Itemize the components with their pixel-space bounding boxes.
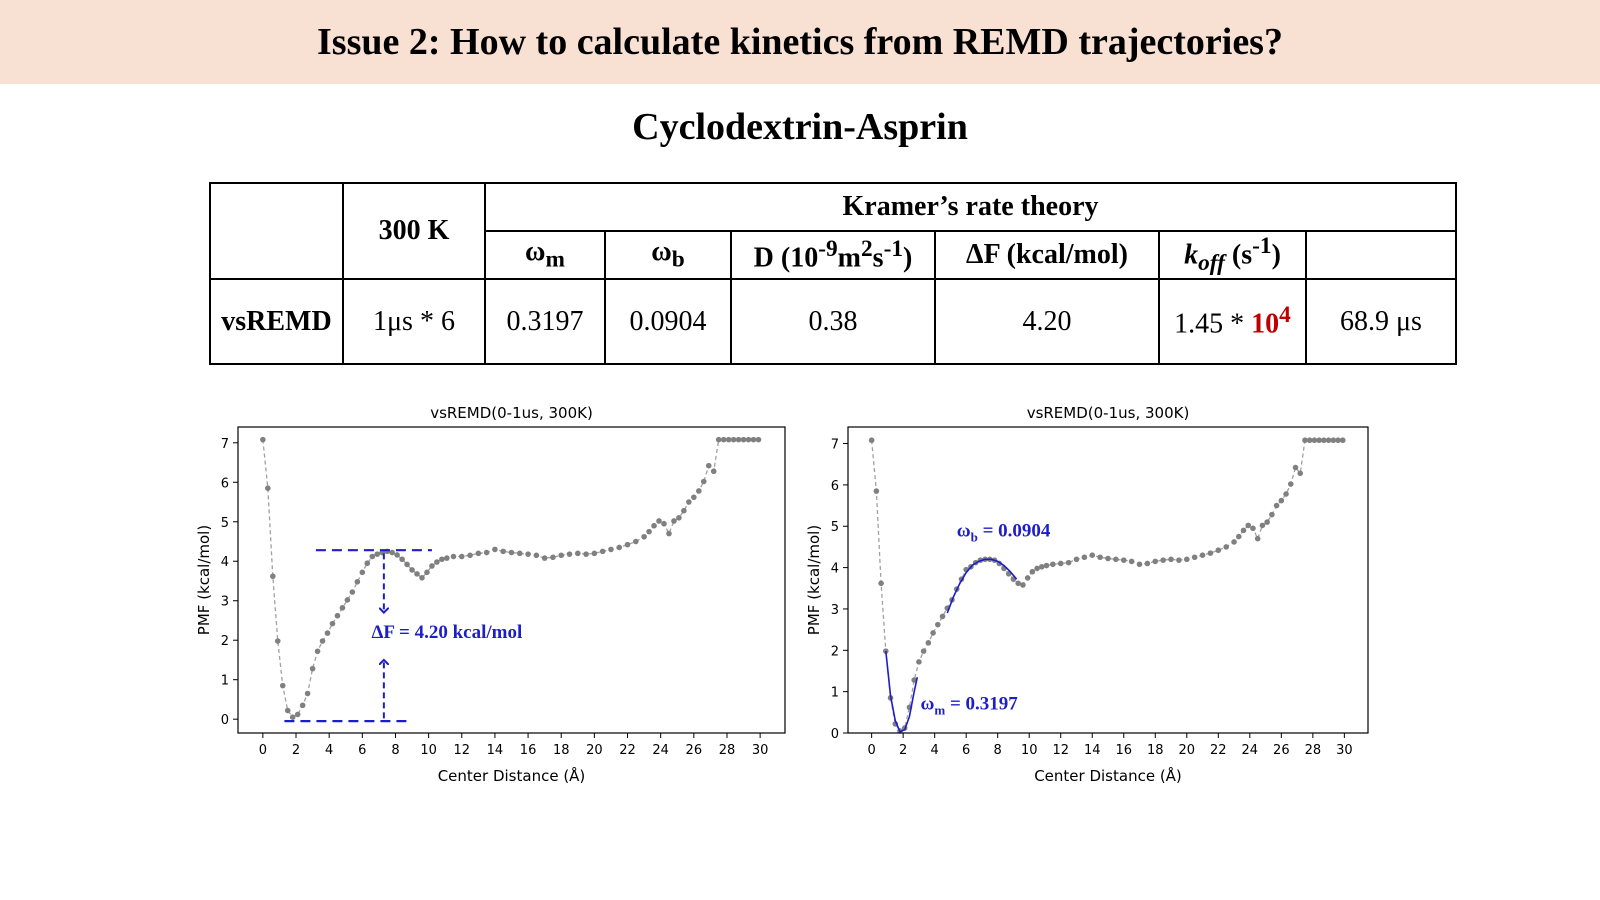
pmf-data-point <box>476 551 482 557</box>
pmf-data-point <box>1160 557 1166 563</box>
y-tick-label: 0 <box>220 713 229 729</box>
pmf-data-point <box>1274 503 1280 509</box>
table-row <box>210 279 1456 364</box>
barrier-fit-curve <box>947 559 1016 613</box>
pmf-data-point <box>921 648 927 654</box>
pmf-data-point <box>558 553 564 559</box>
pmf-data-point <box>746 437 752 443</box>
y-tick-label: 5 <box>830 520 839 536</box>
pmf-data-point <box>409 567 415 573</box>
pmf-data-point <box>310 666 316 672</box>
pmf-data-point <box>1176 557 1182 563</box>
pmf-data-point <box>424 570 430 576</box>
x-axis-label: Center Distance (Å) <box>437 767 586 785</box>
pmf-data-point <box>641 534 647 540</box>
omega-m-cell: 0.3197 <box>485 279 605 364</box>
pmf-data-point <box>525 551 531 557</box>
pmf-data-point <box>616 545 622 551</box>
x-axis-label: Center Distance (Å) <box>1034 767 1182 785</box>
y-tick-label: 0 <box>830 727 839 742</box>
x-tick-label: 24 <box>1241 743 1259 758</box>
pmf-data-point <box>583 551 589 557</box>
y-tick-label: 5 <box>220 515 229 531</box>
empty-corner-cell <box>210 183 343 279</box>
pmf-data-point <box>260 437 266 443</box>
pmf-data-point <box>1279 498 1285 504</box>
pmf-data-point <box>1340 437 1346 443</box>
pmf-data-point <box>364 560 370 566</box>
pmf-data-point <box>290 714 296 720</box>
pmf-data-point <box>369 554 375 560</box>
pmf-data-point <box>633 539 639 545</box>
kramer-header-cell: Kramer’s rate theory <box>485 183 1456 231</box>
pmf-data-point <box>721 437 727 443</box>
pmf-data-point <box>608 547 614 553</box>
pmf-data-point <box>1200 552 1206 558</box>
pmf-data-point <box>736 437 742 443</box>
pmf-data-point <box>1288 481 1294 487</box>
pmf-data-point <box>1129 559 1135 565</box>
pmf-data-point <box>374 551 380 557</box>
y-axis-label: PMF (kcal/mol) <box>805 524 823 636</box>
omega-b-header: $\omega_b$ <box>605 231 731 280</box>
pmf-data-point <box>741 437 747 443</box>
pmf-data-point <box>600 549 606 555</box>
pmf-data-point <box>419 575 425 581</box>
empty-header-cell <box>1306 231 1456 280</box>
diffusion-header: D $(10^{-9}m^2s^{-1})$ <box>731 231 935 280</box>
pmf-data-point <box>1264 519 1270 525</box>
pmf-data-point <box>676 515 682 521</box>
pmf-data-point <box>1168 557 1174 563</box>
pmf-data-point <box>280 683 286 689</box>
x-tick-label: 26 <box>1273 743 1290 758</box>
x-tick-label: 10 <box>420 743 437 758</box>
y-tick-label: 4 <box>220 555 229 571</box>
x-tick-label: 28 <box>718 743 736 758</box>
pmf-chart-omega <box>805 400 1405 800</box>
pmf-data-point <box>661 521 667 527</box>
pmf-data-point <box>1236 534 1242 540</box>
x-tick-label: 16 <box>1115 743 1133 758</box>
plot-frame <box>238 427 785 733</box>
x-tick-label: 10 <box>1020 743 1038 758</box>
pmf-data-point <box>935 622 941 628</box>
pmf-data-point <box>1216 547 1222 553</box>
pmf-data-point <box>1245 523 1251 529</box>
slide-subtitle: Cyclodextrin-Asprin <box>632 106 968 148</box>
x-tick-label: 22 <box>619 743 636 758</box>
pmf-data-point <box>429 563 435 569</box>
pmf-data-point <box>1058 561 1064 567</box>
x-tick-label: 28 <box>1304 743 1322 758</box>
pmf-data-point <box>270 573 276 579</box>
pmf-data-point <box>467 553 473 559</box>
pmf-data-point <box>1039 564 1045 570</box>
pmf-data-point <box>305 691 311 697</box>
pmf-data-point <box>1074 557 1080 563</box>
koff-header: $k_{off}$ $(s^{-1})$ <box>1159 231 1306 280</box>
pmf-data-point <box>681 508 687 514</box>
pmf-data-point <box>1105 556 1111 562</box>
pmf-data-point <box>414 571 420 577</box>
pmf-data-point <box>651 523 657 529</box>
pmf-data-point <box>1020 582 1026 588</box>
pmf-chart-deltaF <box>195 400 795 800</box>
pmf-data-point <box>275 638 281 644</box>
pmf-data-point <box>711 468 717 474</box>
x-tick-label: 8 <box>993 743 1002 758</box>
pmf-data-point <box>1260 523 1266 529</box>
pmf-data-point <box>874 488 880 494</box>
free-energy-cell: 4.20 <box>935 279 1159 364</box>
y-tick-label: 2 <box>830 644 839 660</box>
pmf-data-point <box>335 613 341 619</box>
pmf-data-point <box>517 551 523 557</box>
pmf-data-point <box>1231 539 1237 545</box>
diffusion-cell: 0.38 <box>731 279 935 364</box>
sim-time-cell: 1μs * 6 <box>343 279 485 364</box>
pmf-data-point <box>320 638 326 644</box>
omega-m-annotation: $\omega_m = 0.3197$ <box>920 693 1018 718</box>
slide-title: Issue 2: How to calculate kinetics from REMD trajectories? <box>317 21 1283 63</box>
koff-cell: $1.45 * 10^4$ <box>1159 279 1306 364</box>
x-tick-label: 22 <box>1210 743 1227 758</box>
pmf-series-line <box>872 440 1343 731</box>
pmf-data-point <box>389 550 395 556</box>
pmf-data-point <box>869 437 875 443</box>
pmf-data-point <box>434 559 440 565</box>
x-tick-label: 20 <box>586 743 603 758</box>
pmf-data-point <box>726 437 732 443</box>
pmf-data-point <box>1145 561 1151 567</box>
x-tick-label: 4 <box>325 743 334 758</box>
pmf-data-point <box>399 556 405 562</box>
pmf-data-point <box>691 494 697 500</box>
pmf-data-point <box>509 550 515 556</box>
pmf-data-point <box>1269 512 1275 518</box>
pmf-data-point <box>666 531 672 537</box>
y-tick-label: 3 <box>220 594 229 610</box>
x-tick-label: 4 <box>930 743 939 758</box>
pmf-data-point <box>265 485 271 491</box>
pmf-data-point <box>534 553 540 559</box>
pmf-data-point <box>751 437 757 443</box>
pmf-data-point <box>550 554 556 560</box>
pmf-data-point <box>731 437 737 443</box>
x-tick-label: 2 <box>291 743 301 758</box>
pmf-data-point <box>926 640 932 646</box>
lifetime-cell: 68.9 μs <box>1306 279 1456 364</box>
pmf-data-point <box>451 554 457 560</box>
pmf-data-point <box>295 712 301 718</box>
pmf-data-point <box>686 499 692 505</box>
pmf-series-line <box>263 440 759 718</box>
pmf-data-point <box>1184 557 1190 563</box>
pmf-data-point <box>1152 559 1158 565</box>
pmf-data-point <box>492 547 498 553</box>
pmf-data-point <box>459 554 465 560</box>
x-tick-label: 16 <box>519 743 537 758</box>
pmf-data-point <box>696 488 702 494</box>
pmf-data-point <box>1255 536 1261 542</box>
pmf-data-point <box>330 621 336 627</box>
pmf-data-point <box>878 581 884 587</box>
pmf-data-point <box>646 529 652 535</box>
pmf-data-point <box>500 549 506 555</box>
pmf-data-point <box>300 703 306 709</box>
pmf-data-point <box>1293 465 1299 471</box>
table-header-row-1 <box>210 183 1456 231</box>
x-tick-label: 18 <box>1146 743 1164 758</box>
pmf-data-point <box>1223 544 1229 550</box>
pmf-data-point <box>1283 491 1289 497</box>
plot-frame <box>848 427 1368 733</box>
pmf-data-point <box>1113 557 1119 563</box>
delta-f-annotation: ΔF = 4.20 kcal/mol <box>371 622 523 644</box>
pmf-data-point <box>1050 561 1056 567</box>
pmf-data-point <box>315 648 321 654</box>
pmf-data-point <box>1082 554 1088 560</box>
row-label-cell: vsREMD <box>210 279 343 364</box>
pmf-data-point <box>656 518 662 524</box>
pmf-data-point <box>360 570 366 576</box>
x-tick-label: 12 <box>453 743 471 758</box>
y-tick-label: 6 <box>830 478 839 494</box>
y-tick-label: 7 <box>220 436 229 452</box>
pmf-data-point <box>575 551 581 557</box>
pmf-data-point <box>756 437 762 443</box>
pmf-data-point <box>1089 552 1095 558</box>
kinetics-table <box>209 182 1457 365</box>
pmf-data-point <box>625 542 631 548</box>
pmf-data-point <box>671 518 677 524</box>
y-tick-label: 4 <box>830 561 839 577</box>
pmf-data-point <box>345 597 351 603</box>
y-tick-label: 6 <box>220 476 229 492</box>
pmf-data-point <box>404 562 410 568</box>
pmf-data-point <box>1297 471 1303 477</box>
pmf-data-point <box>916 659 922 665</box>
x-tick-label: 14 <box>1083 743 1101 758</box>
x-tick-label: 0 <box>258 743 268 758</box>
x-tick-label: 24 <box>652 743 669 758</box>
x-tick-label: 8 <box>391 743 400 758</box>
y-tick-label: 2 <box>220 634 229 650</box>
pmf-data-point <box>484 550 490 556</box>
chart-title: vsREMD(0-1us, 300K) <box>1026 404 1190 422</box>
pmf-data-point <box>439 556 445 562</box>
omega-b-cell: 0.0904 <box>605 279 731 364</box>
pmf-data-point <box>716 437 722 443</box>
pmf-data-point <box>1066 560 1072 566</box>
pmf-data-point <box>1044 563 1050 569</box>
pmf-data-point <box>444 555 450 561</box>
pmf-data-point <box>940 614 946 620</box>
pmf-data-point <box>1097 554 1103 560</box>
pmf-data-point <box>1025 575 1031 581</box>
x-tick-label: 6 <box>962 743 971 758</box>
pmf-data-point <box>1208 550 1214 556</box>
y-tick-label: 3 <box>830 602 839 618</box>
x-tick-label: 20 <box>1178 743 1196 758</box>
y-tick-label: 7 <box>830 437 839 453</box>
pmf-data-point <box>285 708 291 714</box>
free-energy-header: ΔF (kcal/mol) <box>935 231 1159 280</box>
x-tick-label: 2 <box>899 743 908 758</box>
pmf-data-point <box>1121 557 1127 563</box>
chart-title: vsREMD(0-1us, 300K) <box>430 404 593 422</box>
pmf-data-point <box>1250 526 1256 532</box>
pmf-data-point <box>1192 554 1198 560</box>
pmf-data-point <box>567 551 573 557</box>
pmf-data-point <box>325 630 331 636</box>
x-tick-label: 0 <box>867 743 876 758</box>
pmf-data-point <box>394 552 400 558</box>
y-tick-label: 1 <box>220 673 229 689</box>
x-tick-label: 18 <box>552 743 570 758</box>
temp-header-cell: 300 K <box>343 183 485 279</box>
y-tick-label: 1 <box>830 685 839 701</box>
pmf-data-point <box>930 630 936 636</box>
pmf-data-point <box>1030 569 1036 575</box>
pmf-data-point <box>350 589 356 595</box>
pmf-data-point <box>706 463 712 469</box>
x-tick-label: 14 <box>486 743 504 758</box>
x-tick-label: 26 <box>685 743 703 758</box>
omega-b-annotation: $\omega_b = 0.0904$ <box>956 520 1051 545</box>
pmf-data-point <box>1241 528 1247 534</box>
x-tick-label: 30 <box>1336 743 1353 758</box>
x-tick-label: 6 <box>358 743 367 758</box>
pmf-data-point <box>592 551 598 557</box>
pmf-data-point <box>542 555 548 561</box>
pmf-data-point <box>1137 561 1143 567</box>
y-axis-label: PMF (kcal/mol) <box>195 524 213 636</box>
pmf-data-point <box>355 579 361 585</box>
pmf-data-point <box>701 479 707 485</box>
x-tick-label: 30 <box>751 743 769 758</box>
omega-m-header: $\omega_m$ <box>485 231 605 280</box>
pmf-data-point <box>340 605 346 611</box>
x-tick-label: 12 <box>1052 743 1070 758</box>
